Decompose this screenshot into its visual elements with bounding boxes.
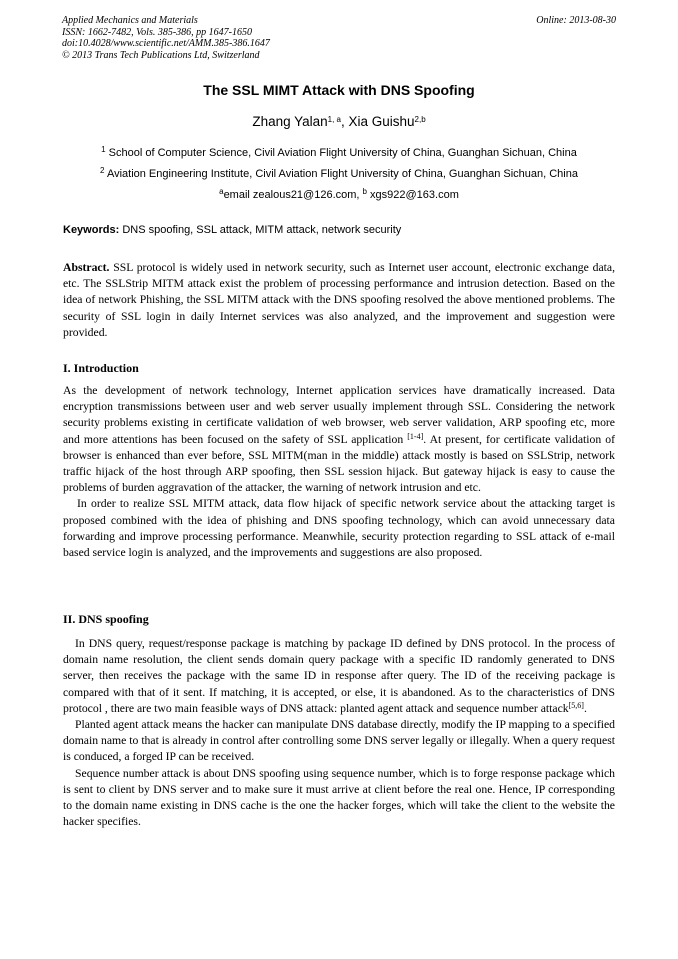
author-affiliation-marker: 1, a (327, 115, 341, 124)
affiliation-marker: 2 (100, 166, 105, 175)
author-separator: , (340, 114, 349, 129)
journal-issn: ISSN: 1662-7482, Vols. 385-386, pp 1647-1650 (62, 26, 252, 38)
email-text: email zealous21@126.com, (223, 189, 363, 201)
email-marker: b (362, 187, 367, 196)
author-name: Xia Guishu (348, 114, 415, 129)
abstract-label: Abstract. (63, 261, 110, 274)
paragraph: Planted agent attack means the hacker can manipulate DNS database directly, modify the IP mapping to a specified domain name to that is already in control after controlling some DNS server legally or illegally. When a query request is conduced, a forged IP can be received. (63, 718, 615, 764)
abstract (63, 260, 615, 341)
affiliation-text: Aviation Engineering Institute, Civil Aviation Flight University of China, Guanghan Sichuan, China (106, 168, 578, 180)
citation: [1-4] (407, 431, 424, 441)
author-emails (0, 188, 678, 202)
paper-title: The SSL MIMT Attack with DNS Spoofing (203, 82, 475, 98)
author-affiliation-marker: 2,b (414, 115, 426, 124)
paragraph: Sequence number attack is about DNS spoofing using sequence number, which is to forge response package which is sent to client by DNS server and to make sure it must arrive at client before the real one. Hence, IP corresponding to the domain name existing in DNS cache is the one the hacker forges, which will take the client to the website the hacker specifies. (63, 766, 615, 829)
journal-doi: doi:10.4028/www.scientific.net/AMM.385-386.1647 (62, 38, 270, 49)
keywords-text: DNS spoofing, SSL attack, MITM attack, network security (122, 224, 402, 236)
section-body (63, 636, 615, 830)
paragraph-text: As the development of network technology, Internet application services have dramatically increased. Data encryption transmissions between user and web server usually implement through SSL. Considering the network security problems existing in certificate validation of web browser, web server validation, ARP spoofing etc, more and more attentions has been focused on the safety of SSL application (63, 384, 615, 446)
author-name: Zhang Yalan (252, 114, 328, 129)
email-text: xgs922@163.com (370, 189, 459, 201)
abstract-text: SSL protocol is widely used in network security, such as Internet user account, electronic exchange data, etc. The SSLStrip MITM attack exist the problem of processing performance and intrusion detection. Based on the idea of network Phishing, the SSL MITM attack with the DNS spoofing resolved the above mentioned problems. The security of SSL login in daily Internet services was also analyzed, and the improvement and suggestion were provided. (63, 261, 616, 339)
citation: [5,6] (568, 700, 584, 710)
paragraph: In order to realize SSL MITM attack, data flow hijack of specific network service about the attacking target is proposed combined with the idea of phishing and DNS spoofing technology, which can avoid unnecessary data forwarding and improve processing performance. Meanwhile, security protection regarding to SSL attack of e-mail based service login is analyzed, and the improvements and suggestions are also proposed. (63, 497, 615, 560)
paragraph-text: In DNS query, request/response package is matching by package ID defined by DNS protocol. In the process of domain name resolution, the client sends domain query package with a specific ID randomly generated to DNS server, then receives the package with the same ID in response after query. The ID of the receiving package is compared with that of it sent. If matching, it is accepted, or else, it is abandoned. As to the characteristics of DNS protocol , there are two main feasible ways of DNS attack: planted agent attack and sequence number attack (63, 637, 615, 715)
journal-name: Applied Mechanics and Materials (62, 15, 198, 26)
affiliation-text: School of Computer Science, Civil Aviation Flight University of China, Guanghan Sichuan, China (108, 147, 577, 159)
section-heading: II. DNS spoofing (63, 612, 149, 626)
affiliation (0, 167, 678, 181)
paragraph-text: . At present, for certificate validation of browser is enhanced than ever before, SSL MITM(man in the middle) attack mostly is based on SSLStrip, network traffic hijack of the host through ARP spoofing, then SSL session hijack. But gateway hijack is easy to cause the problems of burden aggravation of the attacker, the warning of network intrusion and etc. (63, 432, 616, 495)
paragraph (63, 383, 615, 496)
email-marker: a (219, 187, 224, 196)
journal-header (62, 15, 616, 61)
author-list (0, 114, 678, 130)
journal-copyright: © 2013 Trans Tech Publications Ltd, Switzerland (62, 49, 260, 61)
affiliation-marker: 1 (101, 145, 106, 154)
online-date: Online: 2013-08-30 (536, 15, 616, 26)
paragraph (63, 636, 615, 717)
paragraph-text: . (583, 701, 587, 715)
keywords-label: Keywords: (63, 224, 120, 236)
keywords (63, 223, 615, 237)
section-body (63, 383, 615, 561)
affiliation (0, 146, 678, 160)
section-heading: I. Introduction (63, 361, 139, 375)
